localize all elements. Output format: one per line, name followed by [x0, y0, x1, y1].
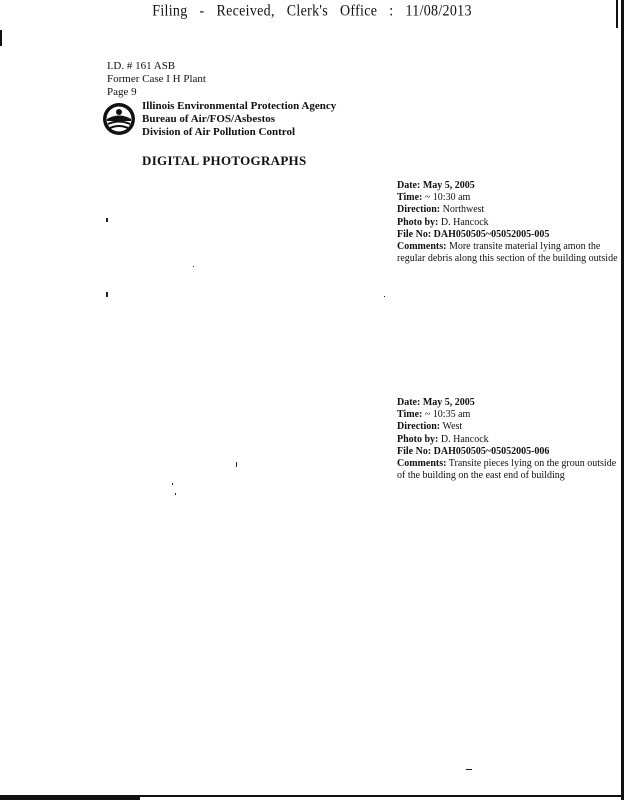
- photo-caption-1: [397, 180, 619, 265]
- agency-names: [142, 100, 336, 139]
- photo-by: Photo by: D. Hancock: [397, 433, 489, 445]
- photo-direction: Direction: Northwest: [397, 204, 485, 216]
- filing-stamp: [0, 3, 624, 21]
- stamp-date: 11/08/2013: [405, 3, 472, 20]
- illinois-epa-seal-icon: [102, 102, 136, 136]
- scan-edge-mark: [616, 0, 618, 28]
- scan-speck: [466, 769, 472, 770]
- scan-left-mark: [0, 30, 2, 46]
- stamp-filing: Filing: [152, 3, 188, 20]
- stamp-received: Received,: [216, 3, 275, 20]
- stamp-office: Office: [339, 3, 378, 20]
- photo-file: File No: DAH050505~05052005-005: [397, 228, 550, 240]
- scan-speck: [193, 266, 194, 267]
- agency-bureau: Bureau of Air/FOS/Asbestos: [142, 113, 276, 125]
- photo-file: File No: DAH050505~05052005-006: [397, 445, 550, 457]
- reference-case: Former Case I H Plant: [107, 73, 206, 85]
- reference-id: I.D. # 161 ASB: [107, 60, 176, 72]
- photo-date: Date: May 5, 2005: [397, 397, 475, 408]
- scan-speck: [106, 292, 108, 297]
- scan-speck: [384, 296, 385, 297]
- document-reference: [107, 60, 206, 99]
- photo-caption-2: [397, 397, 619, 482]
- photo-time: Time: ~ 10:30 am: [397, 192, 471, 204]
- photo-comments: Comments: More transite material lying amon the regular debris along this section of the building outside: [397, 241, 618, 265]
- agency-division: Division of Air Pollution Control: [142, 126, 296, 138]
- photo-comments: Comments: Transite pieces lying on the groun outside of the building on the east end of building: [397, 458, 617, 482]
- photo-date: Date: May 5, 2005: [397, 180, 475, 191]
- photo-time: Time: ~ 10:35 am: [397, 409, 471, 421]
- scan-speck: [106, 218, 108, 222]
- scan-speck: [172, 483, 173, 485]
- stamp-clerks: Clerk's: [286, 3, 328, 20]
- photo-direction: Direction: West: [397, 421, 463, 433]
- stamp-colon: :: [389, 3, 394, 20]
- stamp-separator: -: [199, 3, 205, 20]
- agency-name: Illinois Environmental Protection Agency: [142, 100, 337, 112]
- reference-page: Page 9: [107, 86, 137, 98]
- photo-by: Photo by: D. Hancock: [397, 216, 489, 228]
- page-title: DIGITAL PHOTOGRAPHS: [142, 153, 307, 168]
- scan-speck: [236, 462, 237, 467]
- scan-speck: [175, 493, 176, 495]
